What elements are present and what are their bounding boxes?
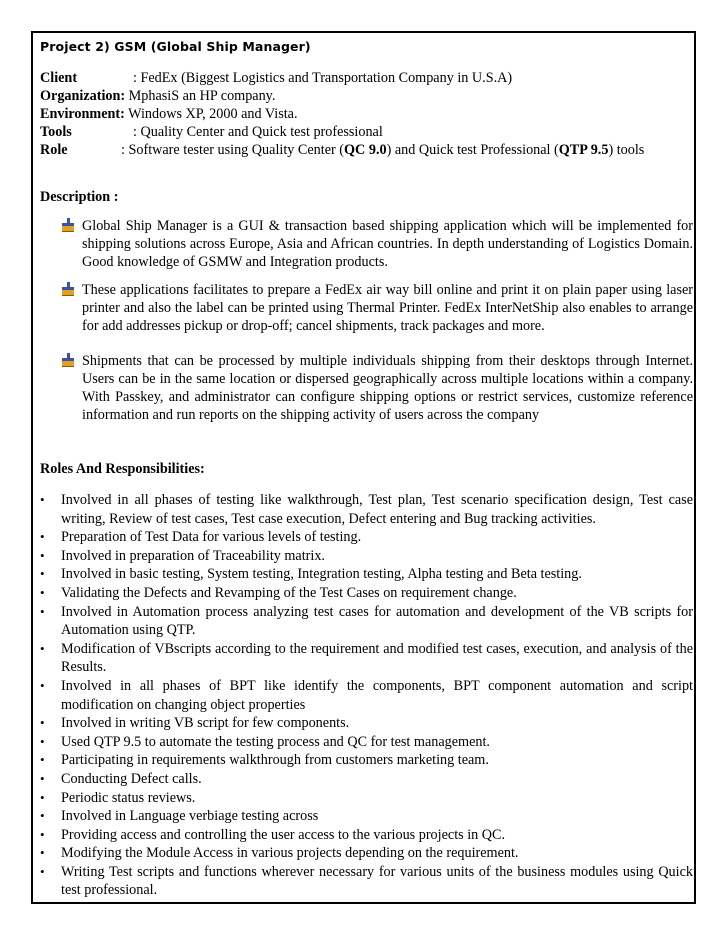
list-item (40, 844, 693, 863)
environment-row (40, 105, 298, 123)
fedex-bullet-icon (60, 217, 76, 233)
list-item (40, 640, 693, 677)
bullet-icon: • (40, 529, 45, 545)
project-title: Project 2) GSM (Global Ship Manager) (40, 39, 311, 54)
role-label: Role (40, 142, 68, 158)
role-qtp: QTP 9.5 (558, 142, 609, 158)
role-post: ) tools (608, 142, 645, 158)
list-item-text: Involved in writing VB script for few components. (61, 715, 350, 732)
list-item (40, 603, 693, 640)
environment-label: Environment: (40, 106, 125, 122)
list-item (40, 714, 693, 733)
organization-label: Organization: (40, 88, 126, 104)
bullet-icon: • (40, 715, 45, 731)
bullet-icon: • (40, 845, 45, 861)
description-paragraph-3: Shipments that can be processed by multiple individuals shipping from their desktops through Internet. Users can be in the same location or dispersed geographically across multiple locations within a company. With Passkey, and administrator can configure shipping options or restrict services, customize reference information and run reports on the shipping activity of users across the company (82, 353, 693, 423)
list-item (40, 770, 693, 789)
list-item (40, 789, 693, 808)
list-item-text: Involved in Automation process analyzing test cases for automation and development of the VB scripts for Automation using QTP. (61, 603, 693, 639)
roles-heading: Roles And Responsibilities: (40, 461, 205, 477)
bullet-icon: • (40, 733, 45, 749)
role-pre: : Software tester using Quality Center ( (121, 142, 345, 158)
bullet-icon: • (40, 808, 45, 824)
environment-value: Windows XP, 2000 and Vista. (128, 106, 298, 122)
list-item (40, 677, 693, 714)
bullet-icon: • (40, 752, 45, 768)
list-item-text: Conducting Defect calls. (61, 770, 202, 787)
list-item (40, 565, 693, 584)
roles-list (40, 491, 693, 900)
client-row (40, 69, 512, 87)
list-item-text: Involved in all phases of testing like walkthrough, Test plan, Test scenario specification design, Test case writing, Review of test cases, Test case execution, Defect entering and Bug tracking activities. (61, 492, 693, 527)
role-row (40, 141, 644, 159)
client-label: Client (40, 70, 78, 86)
fedex-bullet-icon (60, 281, 76, 297)
list-item (40, 528, 693, 547)
list-item-text: Modification of VBscripts according to the requirement and modified test cases, execution, and analysis of the Results. (61, 640, 693, 676)
list-item (40, 863, 693, 900)
list-item-text: Preparation of Test Data for various levels of testing. (61, 529, 362, 546)
list-item (40, 584, 693, 603)
list-item (40, 826, 693, 845)
list-item-text: Involved in basic testing, System testing, Integration testing, Alpha testing and Beta testing. (61, 566, 582, 583)
list-item-text: Validating the Defects and Revamping of the Test Cases on requirement change. (61, 584, 517, 601)
bullet-icon: • (40, 566, 45, 582)
list-item-text: Involved in Language verbiage testing across (61, 808, 319, 825)
list-item-text: Providing access and controlling the user access to the various projects in QC. (61, 826, 506, 843)
client-value: : FedEx (Biggest Logistics and Transportation Company in U.S.A) (133, 70, 513, 86)
bullet-icon: • (40, 492, 45, 507)
list-item-text: Periodic status reviews. (61, 789, 196, 806)
list-item-text: Involved in preparation of Traceability matrix. (61, 547, 325, 564)
bullet-icon: • (40, 770, 45, 786)
bullet-icon: • (40, 677, 45, 693)
list-item (40, 751, 693, 770)
list-item-text: Used QTP 9.5 to automate the testing process and QC for test management. (61, 733, 490, 750)
list-item (40, 733, 693, 752)
fedex-bullet-icon (60, 352, 76, 368)
bullet-icon: • (40, 547, 45, 563)
bullet-icon: • (40, 826, 45, 842)
organization-value: MphasiS an HP company. (128, 88, 276, 104)
description-paragraph-2: These applications facilitates to prepare a FedEx air way bill online and print it on plain paper using laser printer and also the label can be printed using Thermal Printer. FedEx InterNetShip also enables to arrange for add addresses pickup or drop-off; cancel shipments, track packages and more. (82, 282, 693, 334)
tools-row (40, 123, 383, 141)
list-item (40, 547, 693, 566)
tools-value: : Quality Center and Quick test professional (133, 124, 383, 140)
bullet-icon: • (40, 789, 45, 805)
organization-row (40, 87, 275, 105)
bullet-icon: • (40, 584, 45, 600)
list-item (40, 491, 693, 528)
list-item (40, 807, 693, 826)
description-paragraph-1: Global Ship Manager is a GUI & transaction based shipping application which will be implemented for shipping solutions across Europe, Asia and African countries. In depth understanding of Logistics Domain. Good knowledge of GSMW and Integration products. (82, 218, 693, 270)
list-item-text: Modifying the Module Access in various projects depending on the requirement. (61, 845, 519, 862)
role-qc: QC 9.0 (344, 142, 387, 158)
list-item-text: Involved in all phases of BPT like identify the components, BPT component automation and script modification on changing object properties (61, 677, 693, 713)
description-heading: Description : (40, 189, 119, 205)
bullet-icon: • (40, 863, 45, 879)
role-mid: ) and Quick test Professional ( (386, 142, 559, 158)
list-item-text: Writing Test scripts and functions wherever necessary for various units of the business modules using Quick test professional. (61, 863, 693, 899)
list-item-text: Participating in requirements walkthrough from customers marketing team. (61, 752, 489, 769)
tools-label: Tools (40, 124, 72, 140)
bullet-icon: • (40, 640, 45, 656)
bullet-icon: • (40, 603, 45, 619)
